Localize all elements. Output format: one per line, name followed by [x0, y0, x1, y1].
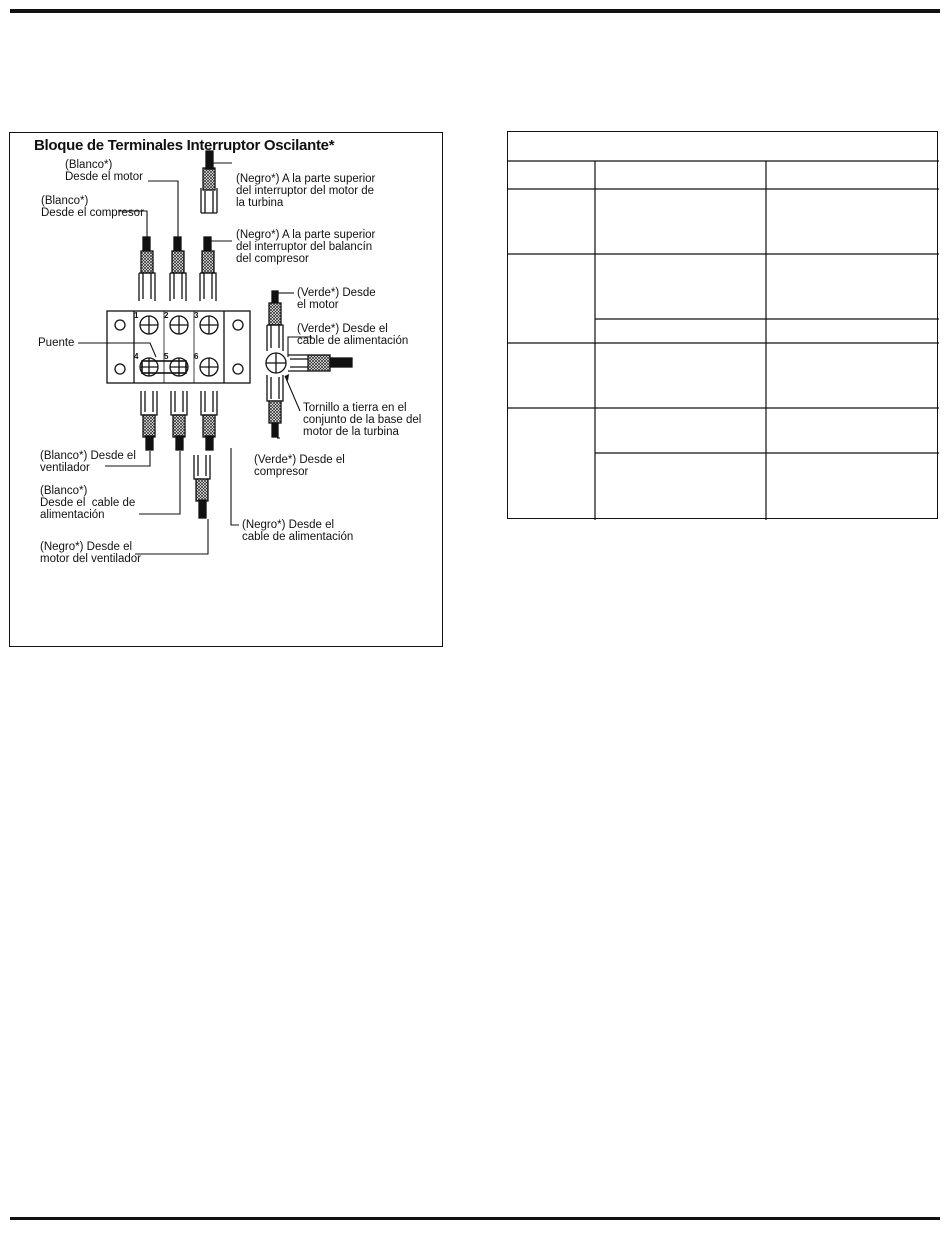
wiring-diagram [9, 132, 443, 647]
label-white-fan: (Blanco*) Desde el ventilador [40, 450, 136, 474]
terminal-number-2: 2 [164, 311, 169, 320]
empty-table-grid [508, 132, 939, 520]
top-rule [10, 9, 940, 13]
bottom-rule [10, 1217, 940, 1220]
terminal-block [107, 311, 250, 383]
terminal-number-4: 4 [134, 352, 139, 361]
bottom-wires [141, 391, 217, 518]
terminal-number-6: 6 [194, 352, 199, 361]
label-black-fan-motor: (Negro*) Desde el motor del ventilador [40, 541, 141, 565]
label-black-turbine: (Negro*) A la parte superior del interruptor del motor de la turbina [236, 173, 376, 209]
terminal-number-5: 5 [164, 352, 169, 361]
label-white-compressor: (Blanco*) Desde el compresor [41, 195, 144, 219]
label-black-compressor-switch: (Negro*) A la parte superior del interruptor del balancín del compresor [236, 229, 376, 265]
label-white-motor: (Blanco*) Desde el motor [65, 159, 143, 183]
label-green-motor: (Verde*) Desde el motor [297, 287, 376, 311]
label-black-power: (Negro*) Desde el cable de alimentación [242, 519, 354, 543]
terminal-number-3: 3 [194, 311, 199, 320]
label-white-power: (Blanco*) Desde el cable de alimentación [40, 485, 136, 521]
label-ground-screw: Tornillo a tierra en el conjunto de la base del motor de la turbina [303, 402, 422, 438]
label-jumper: Puente [38, 337, 75, 349]
label-green-compressor: (Verde*) Desde el compresor [254, 454, 345, 478]
diagram-title: Bloque de Terminales Interruptor Oscilante* [34, 137, 335, 154]
label-green-power: (Verde*) Desde el cable de alimentación [297, 323, 409, 347]
empty-table [507, 131, 938, 519]
terminal-number-1: 1 [134, 311, 139, 320]
